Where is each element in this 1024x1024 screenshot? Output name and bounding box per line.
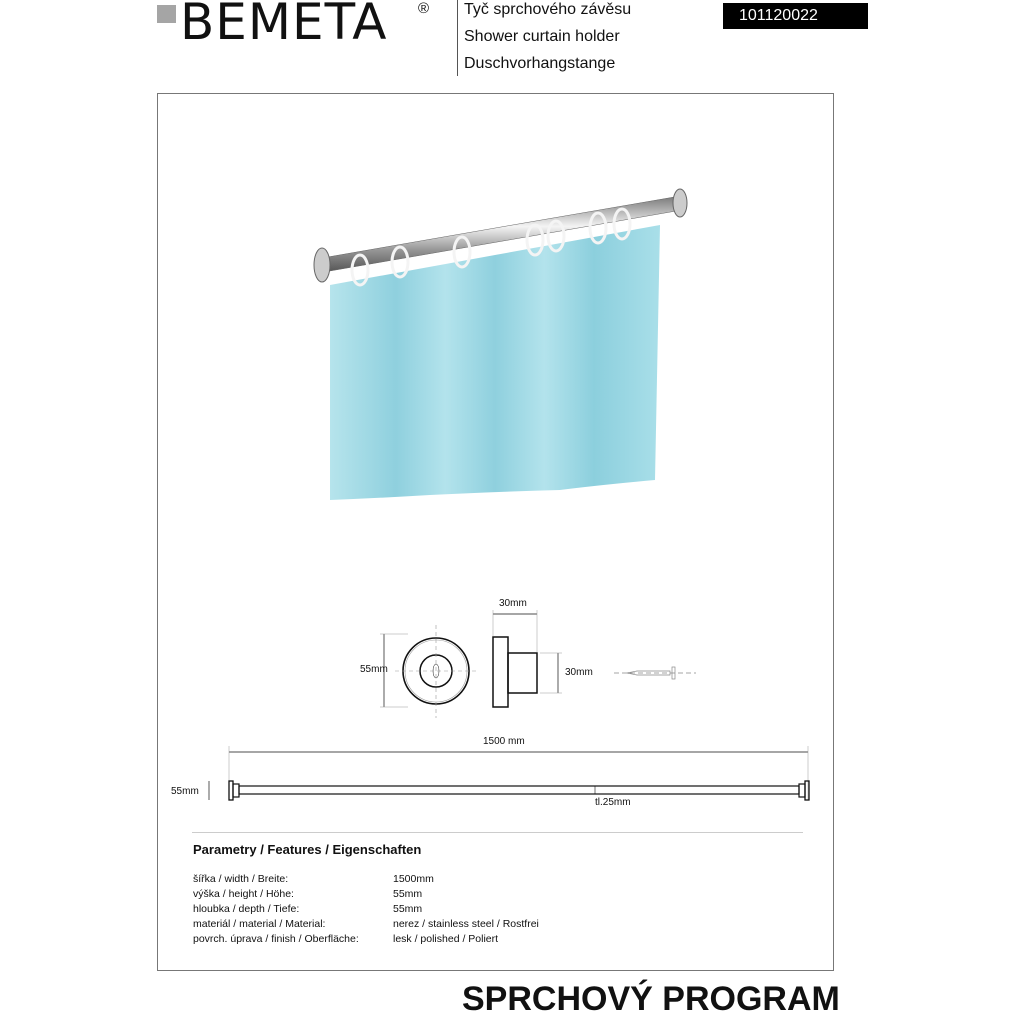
- screw-icon: [614, 667, 696, 679]
- title-en: Shower curtain holder: [464, 28, 620, 45]
- side-view-drawing: [493, 610, 562, 707]
- brand-logo: BEMETA: [180, 0, 388, 51]
- title-de: Duschvorhangstange: [464, 55, 616, 72]
- program-title: SPRCHOVÝ PROGRAM: [462, 980, 840, 1018]
- front-view-drawing: [380, 625, 478, 718]
- tube-diameter-label: tl.25mm: [595, 797, 631, 808]
- length-label: 1500 mm: [483, 736, 525, 747]
- curtain: [330, 225, 660, 500]
- product-code: 101120022: [723, 3, 868, 29]
- param-label: povrch. úprava / finish / Oberfläche:: [193, 933, 359, 945]
- param-value: 55mm: [393, 903, 423, 915]
- param-label: materiál / material / Material:: [193, 918, 326, 930]
- param-label: hloubka / depth / Tiefe:: [193, 903, 300, 915]
- param-label: šířka / width / Breite:: [193, 873, 289, 885]
- side-depth-label: 30mm: [499, 598, 527, 609]
- section-divider: [192, 832, 803, 833]
- parameters-heading: Parametry / Features / Eigenschaften: [193, 842, 422, 857]
- side-height-label: 30mm: [565, 667, 593, 678]
- rod-height-label: 55mm: [171, 786, 199, 797]
- param-label: výška / height / Höhe:: [193, 888, 294, 900]
- param-value: lesk / polished / Poliert: [393, 933, 499, 945]
- param-value: nerez / stainless steel / Rostfrei: [393, 918, 539, 930]
- registered-mark: ®: [418, 0, 430, 17]
- front-height-label: 55mm: [360, 664, 388, 675]
- param-value: 55mm: [393, 888, 423, 900]
- title-cz: Tyč sprchového závěsu: [464, 1, 632, 18]
- param-value: 1500mm: [393, 873, 434, 885]
- rod-drawing: [209, 746, 809, 800]
